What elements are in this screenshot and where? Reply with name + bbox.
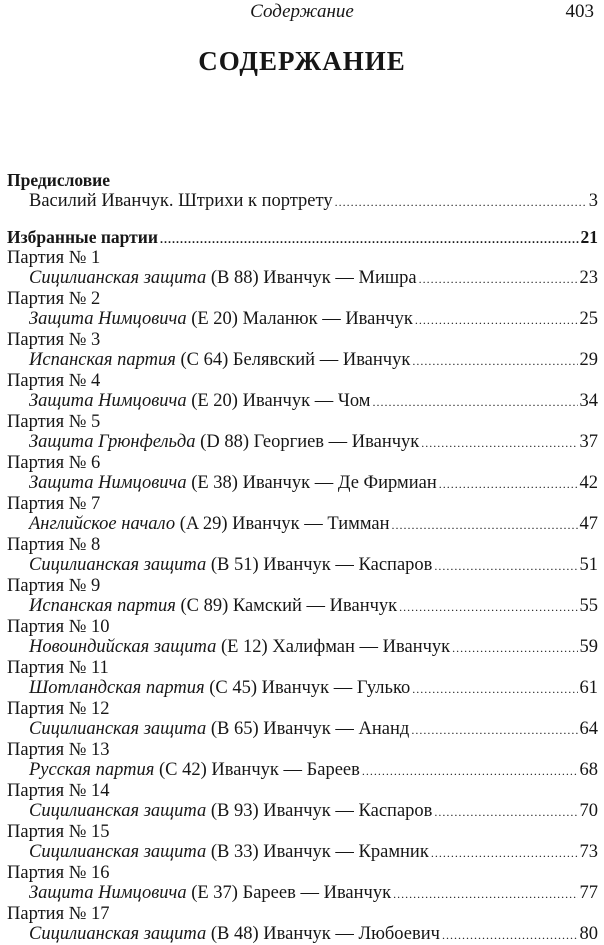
- toc-entry-game[interactable]: [7, 637, 598, 658]
- toc-page-number: 80: [579, 924, 598, 944]
- toc-page-number: 37: [579, 432, 598, 452]
- toc-page-number: 29: [579, 350, 598, 370]
- toc-entry-game[interactable]: [7, 678, 598, 699]
- dot-leader: [421, 433, 577, 453]
- game-label: Партия № 3: [7, 329, 101, 350]
- game-details: (B 33) Иванчук — Крамник: [210, 842, 429, 862]
- opening-name: Испанская партия: [29, 350, 176, 370]
- toc-entry-game[interactable]: [7, 473, 598, 494]
- game-details: (B 88) Иванчук — Мишра: [210, 268, 417, 288]
- opening-name: Английское начало: [29, 514, 176, 534]
- section-label-preface: Предисловие: [7, 170, 111, 190]
- game-label: Партия № 1: [7, 247, 101, 268]
- game-details: (B 93) Иванчук — Каспаров: [210, 801, 433, 821]
- game-details: (E 37) Бареев — Иванчук: [191, 883, 392, 903]
- dot-leader: [372, 392, 577, 412]
- toc-entry-game[interactable]: [7, 924, 598, 945]
- opening-name: Сицилианская защита: [29, 924, 207, 944]
- game-label: Партия № 7: [7, 493, 101, 514]
- dot-leader: [412, 351, 577, 371]
- game-details: (B 48) Иванчук — Любоевич: [210, 924, 440, 944]
- game-label: Партия № 14: [7, 780, 110, 801]
- game-details: (C 64) Белявский — Иванчук: [180, 350, 411, 370]
- opening-name: Защита Нимцовича: [29, 309, 187, 329]
- opening-name: Защита Грюнфельда: [29, 432, 196, 452]
- dot-leader: [411, 720, 577, 740]
- toc-entry-preface[interactable]: [7, 191, 598, 212]
- toc-page-number: 61: [579, 678, 598, 698]
- game-label: Партия № 15: [7, 821, 110, 842]
- game-details: (E 38) Иванчук — Де Фирмиан: [191, 473, 437, 493]
- toc-page-number: 21: [580, 227, 598, 247]
- toc-page-number: 34: [579, 391, 598, 411]
- game-details: (C 42) Иванчук — Бареев: [158, 760, 360, 780]
- game-label: Партия № 6: [7, 452, 101, 473]
- toc-page-number: 77: [579, 883, 598, 903]
- toc-entry-game[interactable]: [7, 883, 598, 904]
- toc-entry-game[interactable]: [7, 760, 598, 781]
- opening-name: Испанская партия: [29, 596, 176, 616]
- toc-page-number: 25: [579, 309, 598, 329]
- dot-leader: [399, 597, 577, 617]
- dot-leader: [362, 761, 578, 781]
- game-label: Партия № 5: [7, 411, 101, 432]
- game-label: Партия № 9: [7, 575, 101, 596]
- game-details: (C 89) Камский — Иванчук: [180, 596, 398, 616]
- game-label: Партия № 4: [7, 370, 101, 391]
- opening-name: Сицилианская защита: [29, 555, 207, 575]
- game-details: (E 20) Маланюк — Иванчук: [191, 309, 413, 329]
- toc-page-number: 59: [579, 637, 598, 657]
- section-label-selected-games: Избранные партии: [7, 227, 158, 247]
- page-title: СОДЕРЖАНИЕ: [198, 46, 406, 76]
- dot-leader: [434, 802, 577, 822]
- toc-entry-game[interactable]: [7, 268, 598, 289]
- games-list: [7, 248, 598, 945]
- toc-entry-game[interactable]: [7, 596, 598, 617]
- opening-name: Новоиндийская защита: [29, 637, 217, 657]
- game-label: Партия № 8: [7, 534, 101, 555]
- toc-page-number: 3: [588, 190, 598, 211]
- game-label: Партия № 13: [7, 739, 110, 760]
- opening-name: Сицилианская защита: [29, 719, 207, 739]
- toc-entry-game[interactable]: [7, 842, 598, 863]
- opening-name: Защита Нимцовича: [29, 391, 187, 411]
- toc-page-number: 64: [579, 719, 598, 739]
- dot-leader: [442, 925, 578, 945]
- game-details: (B 51) Иванчук — Каспаров: [210, 555, 433, 575]
- toc-page-number: 51: [579, 555, 598, 575]
- toc-page-number: 47: [579, 514, 598, 534]
- toc-entry-game[interactable]: [7, 432, 598, 453]
- table-of-contents: [7, 170, 598, 945]
- game-details: (A 29) Иванчук — Тимман: [179, 514, 390, 534]
- toc-entry-game[interactable]: [7, 391, 598, 412]
- dot-leader: [412, 679, 577, 699]
- dot-leader: [434, 556, 577, 576]
- toc-page-number: 70: [579, 801, 598, 821]
- dot-leader: [335, 192, 587, 212]
- toc-entry-game[interactable]: [7, 555, 598, 576]
- opening-name: Шотландская партия: [29, 678, 205, 698]
- toc-page-number: 55: [579, 596, 598, 616]
- toc-page-number: 73: [579, 842, 598, 862]
- game-details: (C 45) Иванчук — Гулько: [209, 678, 411, 698]
- game-label: Партия № 11: [7, 657, 109, 678]
- dot-leader: [439, 474, 578, 494]
- dot-leader: [392, 515, 578, 535]
- toc-page-number: 42: [579, 473, 598, 493]
- toc-entry-game[interactable]: [7, 719, 598, 740]
- toc-page-number: 23: [579, 268, 598, 288]
- opening-name: Сицилианская защита: [29, 268, 207, 288]
- game-details: (E 20) Иванчук — Чом: [191, 391, 371, 411]
- dot-leader: [415, 310, 578, 330]
- toc-entry-selected-games[interactable]: [7, 227, 598, 248]
- dot-leader: [160, 229, 579, 248]
- opening-name: Защита Нимцовича: [29, 473, 187, 493]
- game-details: (D 88) Георгиев — Иванчук: [200, 432, 420, 452]
- toc-page-number: 68: [579, 760, 598, 780]
- dot-leader: [452, 638, 577, 658]
- toc-entry-game[interactable]: [7, 309, 598, 330]
- opening-name: Защита Нимцовича: [29, 883, 187, 903]
- opening-name: Русская партия: [29, 760, 155, 780]
- game-label: Партия № 2: [7, 288, 101, 309]
- toc-entry-game[interactable]: [7, 350, 598, 371]
- toc-entry-game[interactable]: [7, 801, 598, 822]
- game-label: Партия № 17: [7, 903, 110, 924]
- game-details: (E 12) Халифман — Иванчук: [220, 637, 451, 657]
- page-number: 403: [565, 1, 594, 22]
- game-label: Партия № 12: [7, 698, 110, 719]
- game-label: Партия № 16: [7, 862, 110, 883]
- game-details: (B 65) Иванчук — Ананд: [210, 719, 410, 739]
- opening-name: Сицилианская защита: [29, 801, 207, 821]
- game-label: Партия № 10: [7, 616, 110, 637]
- dot-leader: [393, 884, 577, 904]
- dot-leader: [431, 843, 578, 863]
- dot-leader: [419, 269, 578, 289]
- toc-entry-title: Василий Иванчук. Штрихи к портрету: [29, 190, 333, 211]
- toc-entry-game[interactable]: [7, 514, 598, 535]
- running-title: Содержание: [250, 1, 354, 22]
- opening-name: Сицилианская защита: [29, 842, 207, 862]
